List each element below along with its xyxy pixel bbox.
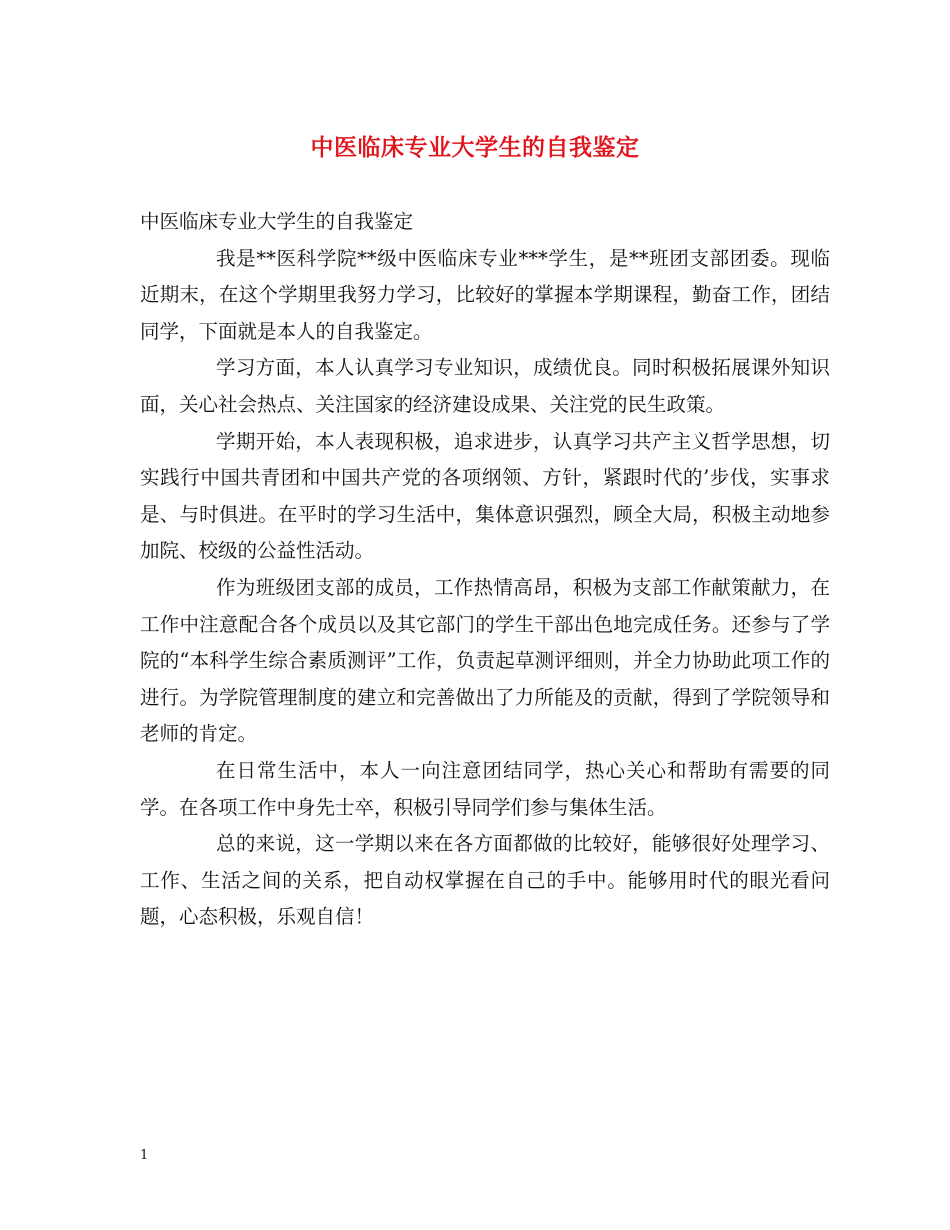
paragraph-daily-life: 在日常生活中，本人一向注意团结同学，热心关心和帮助有需要的同学。在各项工作中身先士卒，积极引导同学们参与集体生活。 xyxy=(140,758,830,819)
page-number: 1 xyxy=(140,1148,149,1163)
paragraph-work: 作为班级团支部的成员，工作热情高昂，积极为支部工作献策献力，在工作中注意配合各个成员以及其它部门的学生干部出色地完成任务。还参与了学院的“本科学生综合素质测评”工作，负责起草测评细则，并全力协助此项工作的进行。为学院管理制度的建立和完善做出了力所能及的贡献，得到了学院领导和老师的肯定。 xyxy=(140,575,830,746)
paragraph-ideology: 学期开始，本人表现积极，追求进步，认真学习共产主义哲学思想，切实践行中国共青团和中国共产党的各项纲领、方针，紧跟时代的’步伐，实事求是、与时俱进。在平时的学习生活中，集体意识强烈，顾全大局，积极主动地参加院、校级的公益性活动。 xyxy=(140,429,830,563)
document-subtitle: 中医临床专业大学生的自我鉴定 xyxy=(140,210,414,233)
document-body xyxy=(140,204,830,936)
paragraph-study: 学习方面，本人认真学习专业知识，成绩优良。同时积极拓展课外知识面，关心社会热点、关注国家的经济建设成果、关注党的民生政策。 xyxy=(140,356,830,416)
paragraph-summary: 总的来说，这一学期以来在各方面都做的比较好，能够很好处理学习、工作、生活之间的关系，把自动权掌握在自己的手中。能够用时代的眼光看问题，心态积极，乐观自信！ xyxy=(140,832,830,929)
paragraph-intro: 我是**医科学院**级中医临床专业***学生，是**班团支部团委。现临近期末，在这个学期里我努力学习，比较好的掌握本学期课程，勤奋工作，团结同学，下面就是本人的自我鉴定。 xyxy=(140,246,830,343)
document-title: 中医临床专业大学生的自我鉴定 xyxy=(310,134,640,161)
